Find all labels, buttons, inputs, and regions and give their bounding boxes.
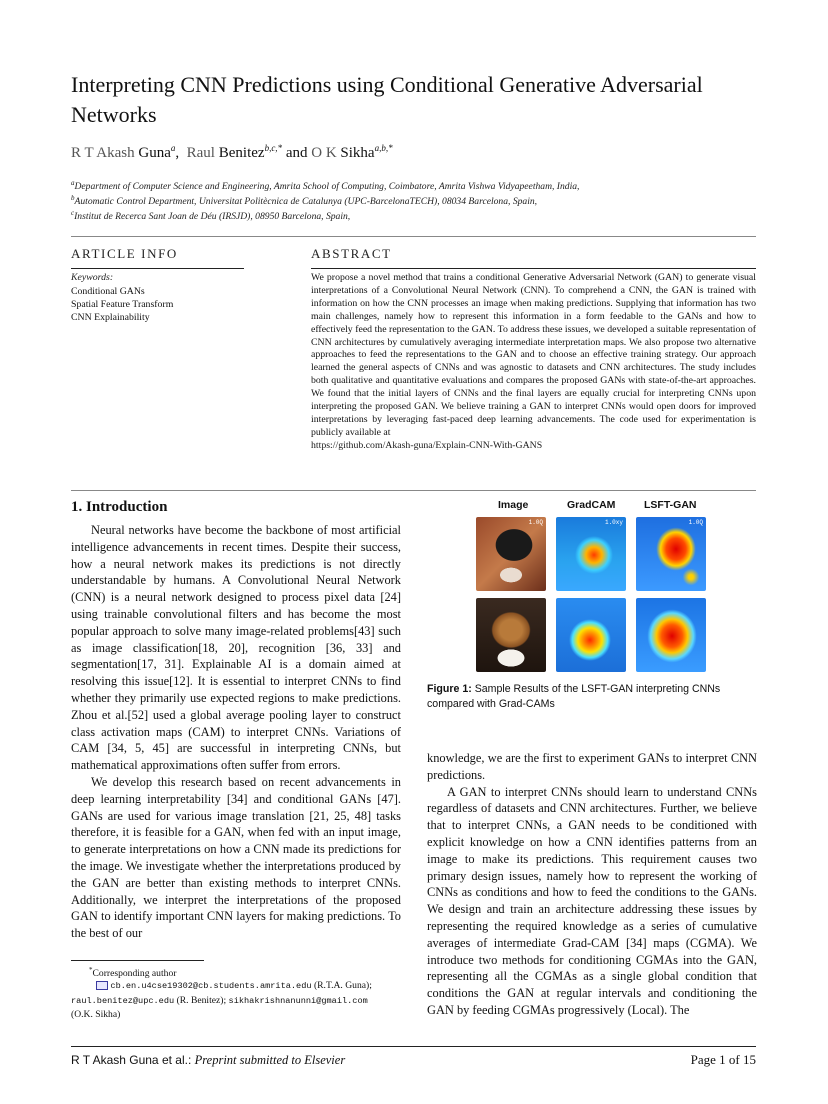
- footer-author: R T Akash Guna et al.:: [71, 1053, 192, 1067]
- email-link[interactable]: cb.en.u4cse19302@cb.students.amrita.edu: [110, 981, 312, 991]
- author-family-name: Sikha: [340, 145, 375, 161]
- author-affil-mark: a,b,*: [374, 143, 393, 153]
- footer-rule: [71, 1046, 756, 1047]
- intro-paragraph: knowledge, we are the first to experiment GANs to interpret CNN predictions.: [427, 751, 757, 782]
- author-family-name: Guna: [138, 145, 171, 161]
- affiliation-mark: a: [71, 179, 75, 187]
- lsft-gan-heatmap-cat: [636, 517, 706, 591]
- page-number: Page 1 of 15: [690, 1052, 756, 1067]
- thumb-tag: 1.0Q: [528, 519, 543, 526]
- article-info-label: ARTICLE INFO: [71, 246, 178, 261]
- author-conjunction: and: [285, 145, 308, 161]
- code-url-link[interactable]: https://github.com/Akash-guna/Explain-CNN-With-GANS: [311, 439, 543, 451]
- author-given-name: Raul: [186, 145, 215, 161]
- gradcam-heatmap-cat: [556, 517, 626, 591]
- author-given-name: R T Akash: [71, 145, 135, 161]
- figure-column-header: LSFT-GAN: [644, 499, 697, 511]
- right-column: [427, 750, 757, 1040]
- affiliation-text: Department of Computer Science and Engineering, Amrita School of Computing, Coimbatore, Amrita Vishwa Vidyapeetham, India,: [74, 181, 580, 193]
- intro-paragraph: We develop this research based on recent advancements in deep learning interpretability [34] and conditional GANs [47]. GANs are used for various image translation [21, 25, 48] tasks therefore, it is feasible for a GAN, when fed with an input image, to generate interpretations on how a CNN made its predictions for the image. We investigate whether the interpretations produced by the GAN are better than existing methods to interpret CNNs. Additionally, we interpret the interpretations of the proposed GAN to identify important CNN layers for making predictions. To the best of our: [71, 774, 401, 941]
- paper-title: Interpreting CNN Predictions using Conditional Generative Adversarial Networks: [71, 72, 703, 127]
- keywords-heading: Keywords:: [71, 272, 114, 283]
- affiliation-text: Automatic Control Department, Universitat Politècnica de Catalunya (UPC-BarcelonaTECH), 08034 Barcelona, Spain,: [74, 196, 538, 208]
- email-icon: [96, 981, 108, 990]
- abstract-body: [311, 272, 756, 453]
- figure-column-header: Image: [498, 499, 529, 511]
- abstract-text: We propose a novel method that trains a conditional Generative Adversarial Network (GAN) to generate visual interpretations of a Convolutional Neural Network (CNN). To comprehend a CNN, the GAN is trained with information on how the CNN processes an image when making predictions. Supplying that information has two main challenges, namely how to represent this information in a form feedable to the GANs and how to effectively feed the representation to the GAN. To address these issues, we developed a suitable representation of CNN architectures by cumulatively averaging intermediate interpretation maps. We also propose two alternative approaches to feed the representations to the GAN and to choose an effective training strategy. Our approach learned the general aspects of CNNs and was agnostic to datasets and CNN architectures. The study includes both qualitative and quantitative evaluations and compares the proposed GANs with state-of-the-art approaches. We found that the initial layers of CNNs and the final layers are equally crucial for interpreting CNNs upon interpreting the proposed GAN. We believe training a GAN to interpret CNNs would open doors for improved interpretations by leveraging fast-paced deep learning advancements. The code used for experimentation is publicly available at: [311, 272, 756, 438]
- email-owner: (R. Benitez);: [176, 995, 227, 1006]
- affiliation-mark: b: [71, 194, 75, 202]
- figure-caption-text: Sample Results of the LSFT-GAN interpreting CNNs compared with Grad-CAMs: [427, 683, 721, 710]
- sample-image-pastry: [476, 598, 546, 672]
- abstract-label: ABSTRACT: [311, 246, 392, 261]
- gradcam-heatmap-pastry: [556, 598, 626, 672]
- keyword: CNN Explainability: [71, 312, 150, 323]
- keyword: Conditional GANs: [71, 286, 145, 297]
- abstract-rule: [311, 268, 756, 269]
- keyword: Spatial Feature Transform: [71, 299, 174, 310]
- email-owner: (O.K. Sikha): [71, 1009, 121, 1020]
- footer-venue: Preprint submitted to Elsevier: [194, 1053, 346, 1067]
- lsft-gan-heatmap-pastry: [636, 598, 706, 672]
- email-link[interactable]: sikhakrishnanunni@gmail.com: [228, 996, 368, 1006]
- sample-image-cat: [476, 517, 546, 591]
- author-list: R T Akash Guna$^a$, Raul Benitez$^{b,c,*}$ and O K Sikha$^{a,b,*}$: [71, 143, 393, 161]
- author-given-name: O K: [311, 145, 337, 161]
- author-family-name: Benitez: [218, 145, 265, 161]
- author-affil-mark: a: [170, 143, 176, 153]
- left-column: [71, 522, 401, 956]
- figure-column-header: GradCAM: [567, 499, 616, 511]
- footnote-email-line: [71, 994, 391, 1021]
- affiliation-text: Institut de Recerca Sant Joan de Déu (IRSJD), 08950 Barcelona, Spain,: [74, 211, 351, 223]
- footnote-corresponding: [89, 964, 176, 980]
- intro-paragraph: Neural networks have become the backbone of most artificial intelligence advancements in recent times. Despite their success, how a neural network makes its predictions is not directly understandable by humans. A Convolutional Neural Network (CNN) is a neural network designed to process pixel data [24] using trainable convolutional filters and has become the most popular approach to solve many image-related problems[43] such as image classification[18, 20], recognition [36, 33] and segmentation[17, 31]. Explainable AI is a domain aimed at resolving this issue[12]. It is essential to interpret CNNs to find whether they primarily use expected regions to make predictions. Zhou et al.[52] used a global average pooling layer to construct class activation maps (CAM) to interpret CNNs. Variations of CAM [34, 5, 45] are successful in interpreting CNNs, but mathematical approximations often suffer from errors.: [71, 523, 401, 773]
- affiliation: [71, 194, 537, 207]
- footnote-rule: [71, 960, 204, 961]
- thumb-tag: 1.0Q: [688, 519, 703, 526]
- section-heading: 1. Introduction: [71, 499, 168, 515]
- header-rule: [71, 236, 756, 237]
- footnote-email-line: [96, 979, 372, 993]
- figure-caption-label: Figure 1:: [427, 683, 472, 695]
- intro-paragraph: A GAN to interpret CNNs should learn to understand CNNs regardless of datasets and CNN architectures. Further, we believe that to interpret CNNs, a GAN needs to be conditioned with explicit knowledge on how a CNN identifies patterns from an image to make its predictions. This requirement causes two primary design issues, namely how to represent the working of CNNs as conditions and how to feed the conditions to the GANs. We design and train an architecture addressing these issues by representing the required knowledge as a series of cumulative averages of intermediate Grad-CAM [34] maps (CGMA). We introduce two methods for conditioning CGMAs into the GAN, representing all the CGMAs as a single global condition that conditions the GAN at regular intervals and conditioning the GAN by feeding CGMAs progressively (Local). The: [427, 784, 757, 1017]
- email-owner: (R.T.A. Guna);: [313, 980, 372, 991]
- thumb-tag: 1.0xy: [604, 519, 623, 526]
- abstract-end-rule: [71, 490, 756, 491]
- affiliation: [71, 179, 579, 192]
- footer-running-head: [71, 1053, 345, 1068]
- affiliation: [71, 209, 350, 222]
- footnote-label: Corresponding author: [92, 968, 177, 980]
- figure-caption: [427, 682, 767, 712]
- footnote-mark: *: [89, 966, 93, 974]
- affiliation-mark: c: [71, 209, 75, 217]
- article-info-rule: [71, 268, 244, 269]
- author-affil-mark: b,c,*: [264, 143, 283, 153]
- email-link[interactable]: raul.benitez@upc.edu: [71, 996, 175, 1006]
